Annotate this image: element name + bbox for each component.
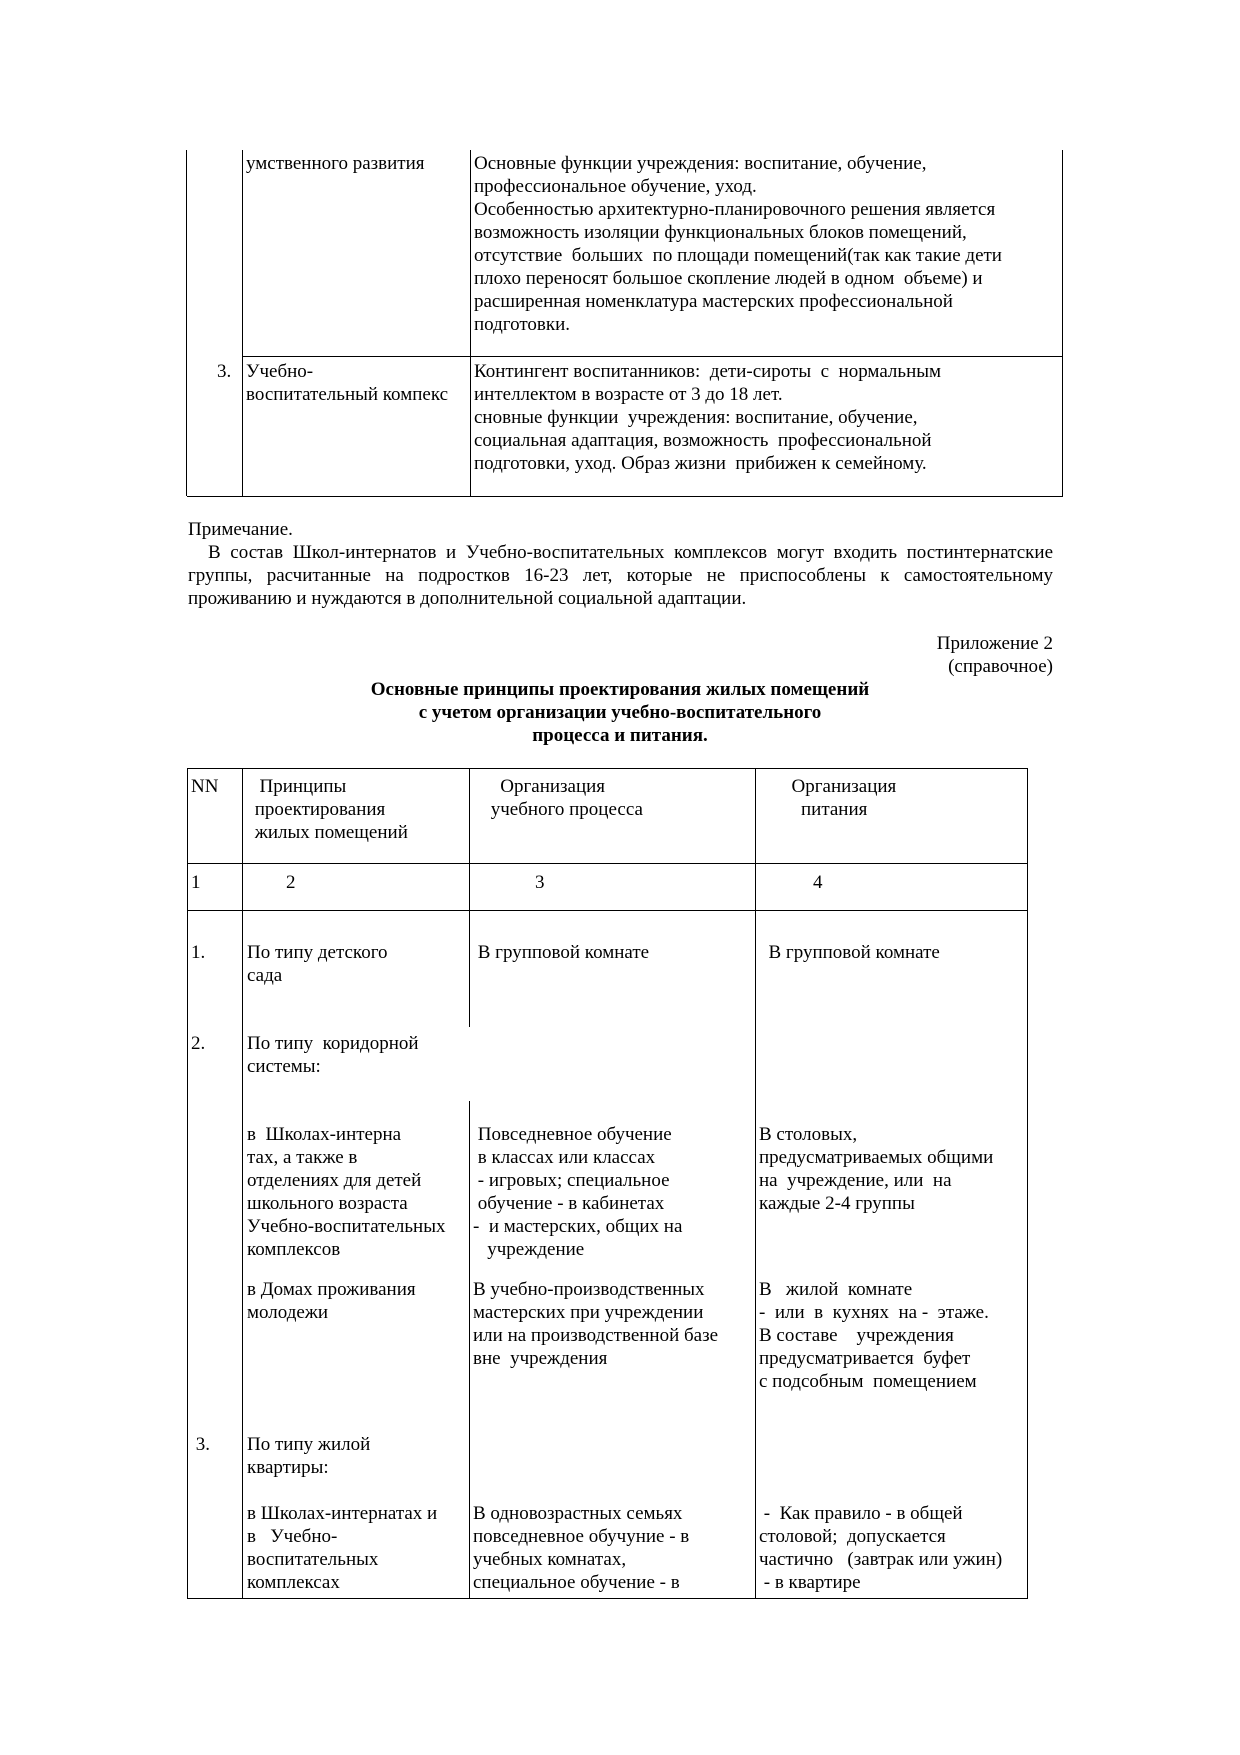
institutions-table-continuation — [187, 150, 1063, 497]
appendix-label-block — [937, 632, 1053, 678]
table-vertical-line — [242, 769, 243, 1598]
appendix-sublabel: (справочное) — [948, 656, 1053, 677]
table-vertical-line — [186, 150, 187, 496]
principle-cell: По типу коридорной системы: — [247, 1033, 419, 1077]
header-nn: NN — [191, 776, 219, 797]
table-row-divider — [242, 356, 1062, 357]
column-number: 4 — [813, 872, 823, 893]
header-principles: Принципы проектирования жилых помещений — [254, 776, 408, 843]
food-cell: - Как правило - в общей столовой; допускается частично (завтрак или ужин) - в квартире — [759, 1503, 1003, 1593]
appendix-label: Приложение 2 — [936, 633, 1053, 654]
food-cell: В жилой комнате - или в кухнях на - этаже. В составе учреждения предусматривается буфет с подсобным помещением — [759, 1279, 989, 1392]
header-food: Организация питания — [791, 776, 897, 820]
note-text: В состав Школ-интернатов и Учебно-воспитательных комплексов могут входить постинтернатские группы, расчитанные на подростков 16-23 лет, которые не приспособлены к самостоятельному проживанию и нуждаются в дополнительной социальной адаптации. — [188, 542, 1053, 609]
institution-name-cell: Учебно- воспитательный компекс — [246, 361, 449, 405]
table-vertical-line — [470, 150, 471, 496]
institution-name-cell: умственного развития — [246, 153, 425, 174]
institution-description-cell: Контингент воспитанников: дети-сироты с нормальным интеллектом в возрасте от 3 до 18 лет. сновные функции учреждения: воспитание, обучение, социальная адаптация, возможность профессиональной подготовки, уход. Образ жизни прибижен к семейному. — [474, 361, 942, 474]
row-number: 1. — [191, 942, 206, 963]
food-cell: В групповой комнате — [759, 942, 940, 963]
principle-cell: в Школах-интерна тах, а также в отделениях для детей школьного возраста Учебно-воспитательных комплексов — [247, 1124, 446, 1260]
row-number: 3. — [217, 361, 232, 382]
principle-cell: в Домах проживания молодежи — [247, 1279, 416, 1323]
design-principles-table — [187, 768, 1028, 1599]
table-row-divider — [188, 910, 1027, 911]
row-number: 3. — [191, 1434, 210, 1455]
table-vertical-line — [469, 769, 470, 1027]
note-heading: Примечание. — [188, 519, 293, 540]
column-number: 1 — [191, 872, 201, 893]
row-number: 2. — [191, 1033, 206, 1054]
institution-description-cell: Основные функции учреждения: воспитание, обучение, профессиональное обучение, уход. Особенностью архитектурно-планировочного решения является возможность изоляции функциональных блоков помещений, отсутствие больших по площади помещений(так как такие дети плохо переносят большое скопление людей в одном объеме) и расширенная номенклатура мастерских профессиональной подготовки. — [474, 153, 1002, 335]
column-number: 2 — [286, 872, 296, 893]
table-vertical-line — [469, 1101, 470, 1598]
education-cell: Повседневное обучение в классах или классах - игровых; специальное обучение - в кабинетах - и мастерских, общих на учреждение — [473, 1124, 683, 1260]
appendix-title: Основные принципы проектирования жилых помещений с учетом организации учебно-воспитательного процесса и питания. — [370, 679, 870, 746]
table-vertical-line — [755, 769, 756, 1598]
education-cell: В одновозрастных семьях повседневное обучуние - в учебных комнатах, специальное обучение - в — [473, 1503, 690, 1593]
principle-cell: По типу детского сада — [247, 942, 388, 986]
principle-cell: в Школах-интернатах и в Учебно- воспитательных комплексах — [247, 1503, 438, 1593]
table-vertical-line — [242, 150, 243, 496]
column-number: 3 — [535, 872, 545, 893]
header-education: Организация учебного процесса — [490, 776, 643, 820]
education-cell: В учебно-производственных мастерских при учреждении или на производственной базе вне учреждения — [473, 1279, 719, 1369]
principle-cell: По типу жилой квартиры: — [247, 1434, 371, 1478]
table-row-divider — [188, 863, 1027, 864]
education-cell: В групповой комнате — [473, 942, 650, 963]
food-cell: В столовых, предусматриваемых общими на учреждение, или на каждые 2-4 группы — [759, 1124, 994, 1214]
